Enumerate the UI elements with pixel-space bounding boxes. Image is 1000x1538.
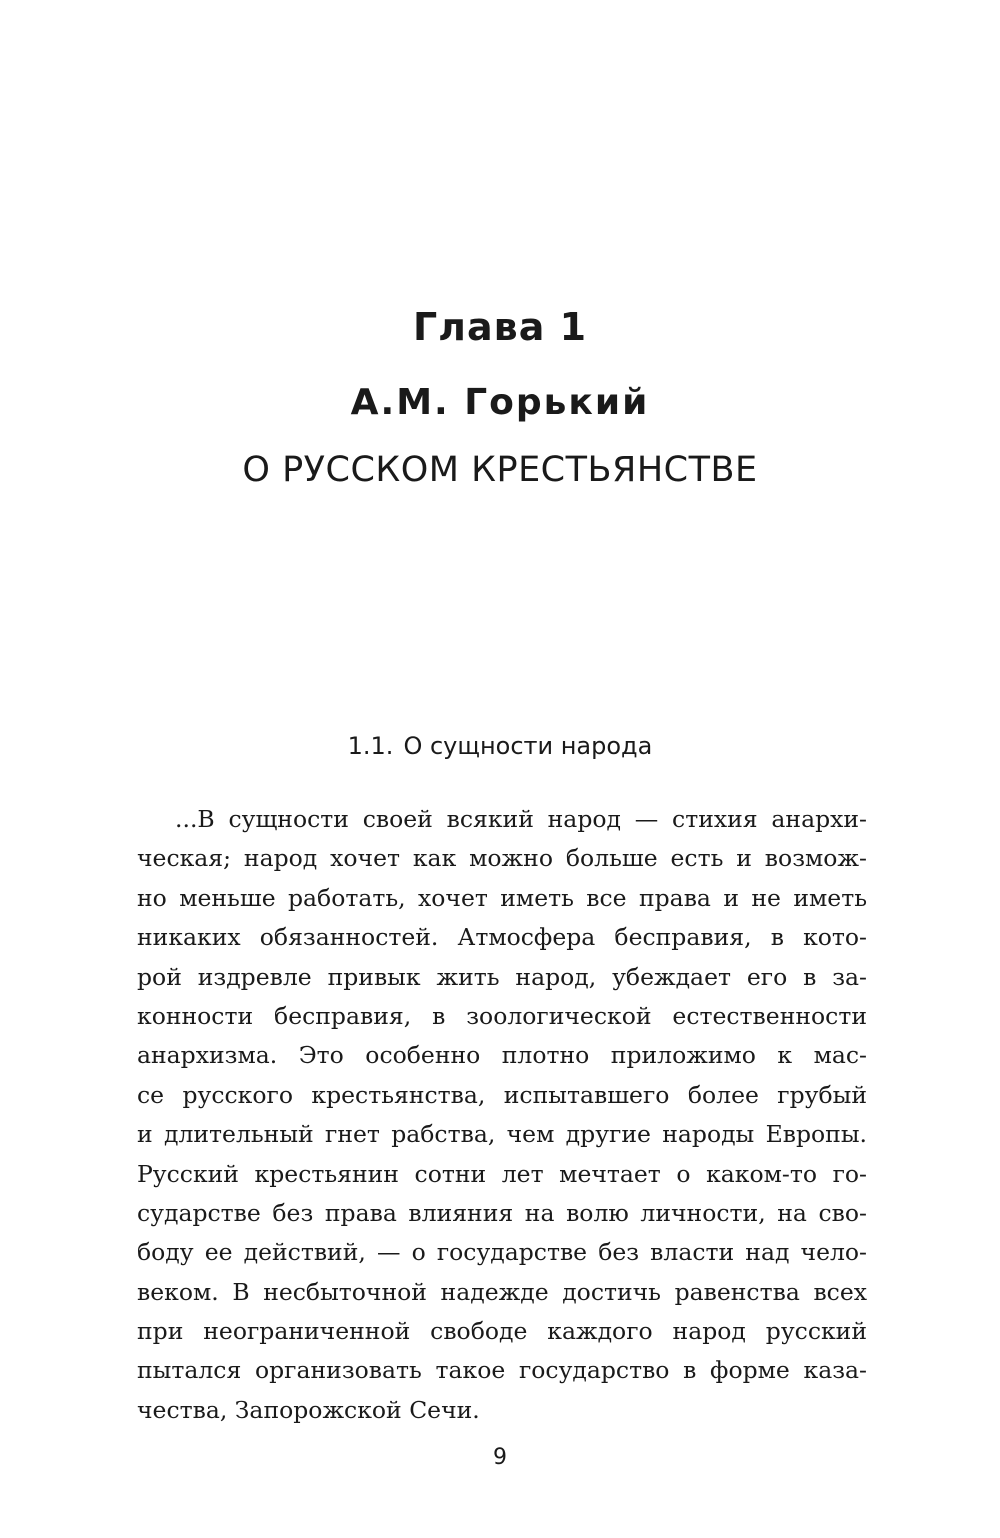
- text-line: ческая; народ хочет как можно больше есть и возмож-: [137, 844, 867, 873]
- text-line: сударстве без права влияния на волю личности, на сво-: [137, 1198, 867, 1227]
- text-line: при неограниченной свободе каждого народ русский: [137, 1317, 867, 1346]
- chapter-author: А.М. Горький: [350, 382, 650, 423]
- text-line: боду ее действий, — о государстве без власти над чело-: [137, 1238, 867, 1267]
- section-title: О сущности народа: [403, 732, 653, 760]
- text-line: чества, Запорожской Сечи.: [137, 1395, 480, 1424]
- chapter-title: О РУССКОМ КРЕСТЬЯНСТВЕ: [242, 450, 758, 490]
- text-line: но меньше работать, хочет иметь все права и не иметь: [137, 883, 867, 912]
- text-line: пытался организовать такое государство в форме каза-: [137, 1356, 867, 1385]
- body-paragraph: [137, 800, 867, 1430]
- text-line: ...В сущности своей всякий народ — стихия анархи-: [175, 805, 867, 833]
- text-line: анархизма. Это особенно плотно приложимо к мас-: [137, 1041, 867, 1070]
- text-line: и длительный гнет рабства, чем другие народы Европы.: [137, 1120, 867, 1149]
- text-line: веком. В несбыточной надежде достичь равенства всех: [137, 1277, 867, 1306]
- text-line: се русского крестьянства, испытавшего более грубый: [137, 1080, 867, 1109]
- page-number: 9: [493, 1445, 507, 1470]
- section-heading: [0, 732, 1000, 760]
- text-line: конности бесправия, в зоологической естественности: [137, 1001, 867, 1030]
- text-line: Русский крестьянин сотни лет мечтает о каком-то го-: [137, 1159, 867, 1188]
- chapter-label: Глава 1: [412, 305, 588, 349]
- text-line: никаких обязанностей. Атмосфера бесправия, в кото-: [137, 923, 867, 952]
- text-line: рой издревле привык жить народ, убеждает его в за-: [137, 962, 867, 991]
- section-number: 1.1.: [347, 732, 394, 760]
